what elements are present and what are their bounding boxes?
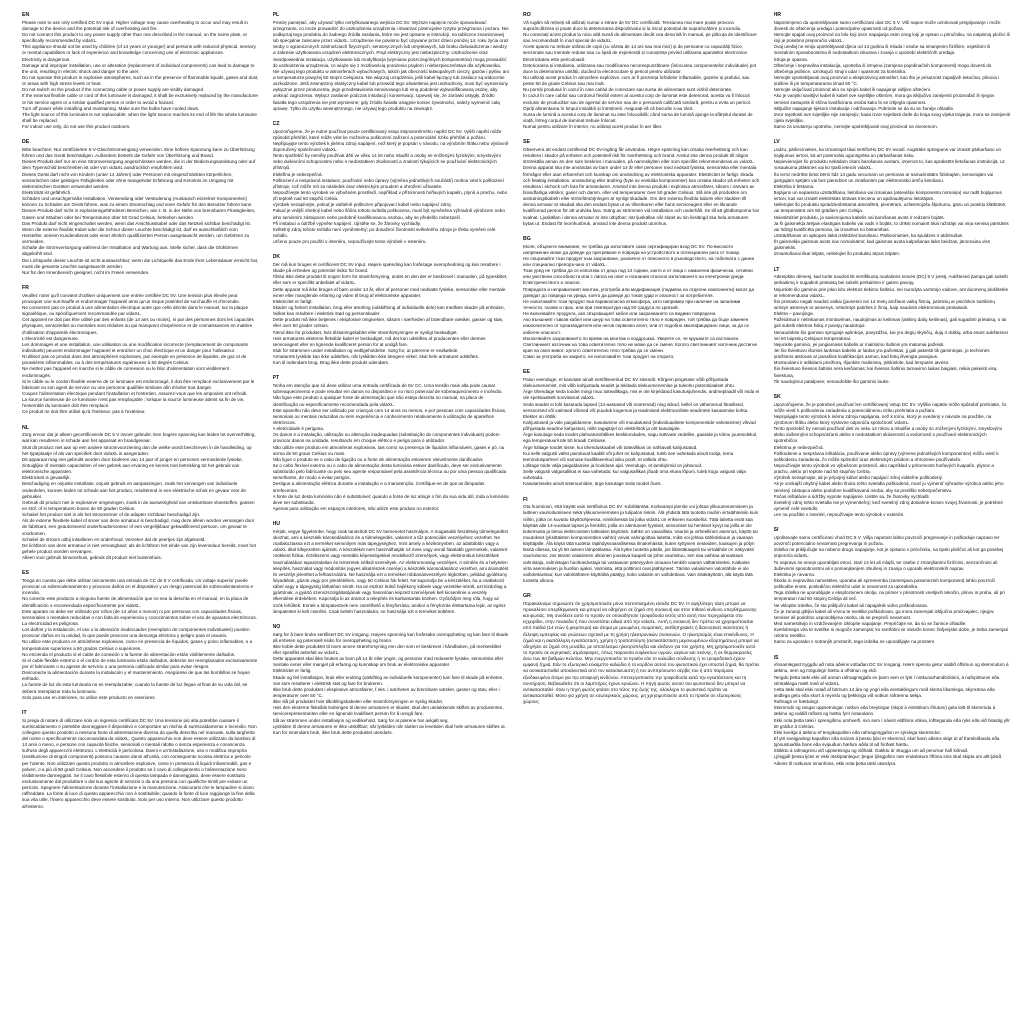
safety-paragraph: De lichtbron van deze armatuur is niet vervangbaar; als de lichtbron het einde van zijn levensduur bereikt, moet het gehele product worden vervangen. [22, 542, 256, 554]
safety-paragraph: Elektrība ir bīstama. [773, 183, 815, 189]
safety-paragraph: Ne vklopite izdelka, če sta priključni kabel ali napajalnik vidno poškodovana. [773, 602, 928, 608]
safety-paragraph: Vinsamlegast tryggðu að nota aðeins vottaðan DC 5V inngang. Hærri spenna getur valdið ofhitnun og skemmdum á tækinu, sem og mögulegri hættu á ofhitnun og eldi. [773, 662, 1009, 674]
safety-paragraph: Dieses Produkt darf nur an eine Stromversorgung angeschlossen werden, die in der Bedienungsanleitung oder auf dem Typenschild beschrieben ist oder von vidaXL ausdrücklich empfohlen wird. [22, 159, 256, 171]
language-section-en [22, 12, 259, 130]
safety-paragraph: Nepievienojiet šo produktu nekādam citam barošanas avotam, izņemot to, kas aprakstīts lietošanas instrukcijā, uz nosaukuma plāksnes vai ko īpaši ieteicis vidaXL. [773, 159, 1005, 171]
safety-paragraph: Nepřipojujte tento výrobek k jinému zdroji napájení, než který je popsán v návodu, na výrobním štítku nebo výslovně doporučený společností vidaXL. [272, 140, 509, 153]
safety-paragraph: Len na použitie v interiéri, nepoužívajte tento výrobok v exteriéri. [773, 512, 905, 518]
safety-paragraph: Schakel de stroom uitbij installeren en onderhoud. Verzeker dat de peertjes zijn afgekoeld. [22, 536, 206, 542]
safety-paragraph: Schäden und unsachgemäße Installation, Verwendung oder Veränderung (Austausch einzelner Komponenten) können zu Schäden am Gerät führen, was zu einem Stromschlag und einer Gefahr für den Benutzer führen kann. [22, 196, 253, 208]
safety-paragraph: Desconecte la alimentación durante la instalación y el mantenimiento. Asegúrese de que las bombillas se hayan enfriado. [22, 670, 251, 682]
safety-paragraph: Nejunkite šio gaminio prie jokio kito elektros tiekimo šaltinio, nei nurodyta vartotojo vadove, ant duomenų plokštelės ar rekomenduota vidaXL. [773, 286, 1008, 298]
safety-paragraph: Ak je vonkajší ohybný kábel alebo šnúra tohto svietidla poškodená, musí ju vymeniť výhradne výrobca alebo jeho servisný zástupca alebo podobne kvalifikovaná osoba, aby sa predišlo nebezpečenstvu. [773, 481, 1004, 493]
safety-paragraph: Výrobek nezapínejte, pokud je viditelně poškozen připojovací kabel nebo napájecí zdroj. [272, 202, 452, 208]
safety-paragraph: Poškození a nesprávná instalace, používání nebo úpravy (výměna jednotlivých součástí) mohou vést k poškození přístroje, což může mít za následek úraz elektrickým proudem a ohrožení uživatele. [272, 177, 504, 189]
safety-paragraph: Šio prietaiso negali naudoti vaikai (jaunesni nei 14 metų amžiaus vaikų fizinių, jutiminių ar psichikos sutrikimų turintys asmenys ar asmenys, neturintys patirties ir žinių, kaip naudotis elektroniniais prietaisais. [773, 298, 995, 311]
safety-paragraph: Sørg for å bare bruke sertifisert DC 5V inngang. Høyere spenning kan forårsake overoppheting og kan føre til skade på enheten og potensiell risiko for overoppheting og brann. [272, 631, 509, 643]
language-section-it [22, 710, 259, 810]
safety-paragraph: La source lumineuse de ce luminaire n'est pas remplaçable ; lorsque la source lumineuse atteint sa fin de vie, l'ensemble du luminaire doit être remplacé. [22, 397, 245, 409]
language-code: RO [523, 12, 531, 18]
safety-paragraph: Ljósgjafi þessa ljóss er ekki útskiptanlegur; þegar ljósgjafinn nær endalokum líftíma síns skal skipta um allt ljósið. [773, 754, 1003, 760]
language-column [774, 12, 1011, 1014]
safety-paragraph: Do not connect this product to any power supply other than one described in the manual, on the name plate, or specifically recommended by vidaXL. [22, 32, 247, 44]
safety-paragraph: Tento spotrebič by nemali používať deti vo veku 14 rokov a mladšie a osoby so zníženými fyzickými, zmyslovými alebo duševnými schopnosťami alebo s nedostatkom skúseností a vedomostí o používaní elektronických spotrebičov. [773, 426, 1002, 444]
safety-paragraph: Tænd ikke for produktet, hvis tilslutningskablet eller strømforsyningen er synligt beskadiget. [272, 329, 458, 335]
safety-paragraph: Uzstādīšanas un apkopes laikā izslēdziet barošanu. Pārliecinieties, ka spuldzes ir atdzisušas. [773, 233, 964, 238]
safety-paragraph: If the external flexible cable or cord of this luminaire is damaged, it shall be exclusively replaced by the manufacturer or his service agent or a similar qualified person in order to avoid a hazard. [22, 93, 259, 105]
safety-paragraph: Das Produkt darf nicht eingeschaltet werden, wenn das Anschlusskabel oder das Netzteil sichtbar beschädigt ist. [22, 220, 252, 226]
safety-paragraph: Kahjustused ja vale paigaldamine, kasutamine või muudatused (individuaalsete komponentide vahetamine) võivad põhjustada seadme kahjustusi, mille tagajärjel on elektrilöök ja oht kasutajale. [523, 420, 756, 432]
safety-paragraph: Dieses Produkt darf nicht in explosionsgefährdeten Bereichen, wie z. B. in der Nähe von brennbaren Flüssigkeiten, Gasen und Stäuben oder bei Temperaturen über 50 Grad Celsius, betrieben werden. [22, 208, 256, 220]
safety-paragraph: Die Lichtquelle dieser Leuchte ist nicht austauschbar; wenn die Lichtquelle das Ende ihrer Lebensdauer erreicht hat, muss die gesamte Leuchte ausgetauscht werden. [22, 257, 259, 269]
safety-paragraph: Palun veenduge, et kasutate ainult sertifitseeritud DC 5V sisendit. Kõrgem pingetase võib põhjustada ülekuumenemist, mis võib kahjustada seadet ja tekitada ülekuumenemise ja tuleohu potentsiaalset ohtu. [523, 377, 735, 389]
safety-paragraph: Моля, обърнете внимание, че трябва да използвате само сертифициран вход DC 5V. По-високото напрежение може да доведе до прегряване и повреда на устройството и потенциален риск от пожар. [523, 243, 741, 255]
safety-paragraph: No utilice este producto en atmósferas explosivas, como en presencia de líquidos, gases y polvo inflamables, o a temperaturas superiores a 50 grados Celsius o superiores. [22, 639, 253, 651]
safety-paragraph: Dieses Gerät darf nicht von Kindern (unter 14 Jahren) oder Personen mit eingeschränkten körperlichen, sensorischen oder geistigen Fähigkeiten oder ohne mangelnder Erfahrung und Kenntnis im Umgang mit elektronischen Geräten verwendet werden. [22, 171, 234, 189]
safety-paragraph: Si prega di notare di utilizzare solo un ingresso certificato DC 5V. Una tensione più alta potrebbe causare il surriscaldamento e potrebbe danneggiare il dispositivo e comportare un rischio di surriscaldamento e incendio. Non collegare questo prodotto a nessuna fonte di alimentazione diversa da quella descritta nel manuale, sulla targhetta del nome o specificamente raccomandata da vidaXL. Questo apparecchio non deve essere utilizzato da bambini di 14 anni o meno, e persone con capacità fisiche, sensoriali o mentali ridotte o senza esperienza e conoscenza sull'uso degli apparecchi elettronici. L'elettricità è pericolosa. Danni e un'installazione, uso o modifica impropria (sostituzione di singoli componenti) possono causare danni all'unità, con conseguente scossa elettrica e pericolo per l'utente. Non utilizzare questo prodotto in atmosfere esplosive, come in presenza di liquidi infiammabili, gas e polveri, o a più di 50 gradi Celsius. Non accendere il prodotto se il cavo di collegamento o l'alimentazione sono visibilmente danneggiati. Se il cavo flessibile esterno di questa lampada è danneggiato, deve essere sostituito esclusivamente dal produttore o dal suo agente di servizio o da una persona con qualifiche simili per evitare un pericolo. Spegnere l'alimentazione durante l'installazione e la manutenzione. Assicurarsi che le lampadine si siano raffreddate. La fonte di luce di questo apparecchio non è sostituibile; quando la fonte di luce raggiunge la fine della sua vita utile, l'intero apparecchio deve essere sostituito. Solo per uso interno. Non utilizzare questo prodotto all'esterno. [22, 717, 257, 809]
language-section-is [774, 655, 1011, 767]
safety-paragraph: Zorg ervoor dat je alleen gecertificeerde DC 5 V invoer gebruikt. Een hogere spanning kan leiden tot oververhitting, wat kan resulteren in schade aan het apparaat en brandgevaar. [22, 432, 256, 444]
safety-paragraph: Coupez l'alimentation électrique pendant l'installation et l'entretien. Assurez-vous que les ampoules ont refroidi. [22, 390, 248, 396]
safety-paragraph: Tega izdelka ne uporabljajte v eksplozivnem okolju, na primer v prisotnosti vnetljivih tekočin, plinov in prahu, ali pri temperaturi nad 50 stopinj Celzija ali več. [773, 590, 1005, 602]
safety-paragraph: Šio šviestuvo šviesos šaltinis nėra keičiamas; kai šviesos šaltinio tarnavimo laikas baigiasi, reikia pakeisti visą šviestuvą. [773, 366, 997, 378]
safety-paragraph: Deteriorarea și instalarea, utilizarea sau modificarea necorespunzătoare (înlocuirea componentelor individuale) pot duce la deteriorarea unității, ducând la electrocutare și pericol pentru utilizator. [523, 62, 757, 74]
safety-paragraph: Výrobok nezapínajte, ak je prípojný kábel alebo napájací zdroj viditeľne poškodený. [773, 475, 944, 481]
safety-paragraph: Ne connectez pas ce produit à une alimentation électrique autre que celle décrite dans le manuel, sur la plaque signalétique, ou spécifiquement recommandée par vidaXL. [22, 305, 248, 317]
language-section-no [273, 624, 510, 736]
safety-paragraph: Do not switch on the product if the connecting cable or power supply are visibly damaged. [22, 87, 205, 93]
safety-paragraph: Kasutamiseks ainult siseruumides, ärge kasutage seda toodet õues. [523, 481, 662, 487]
language-section-hu [273, 521, 510, 615]
safety-paragraph: Ne mettez pas l'appareil en marche si le câble de connexion ou le bloc d'alimentation sont visiblement endommagés. [22, 366, 230, 378]
safety-paragraph: No conecte este producto a ninguna fuente de alimentación que no sea la descrita en el manual, en la placa de identificación o recomendada específicamente por vidaXL. [22, 596, 249, 608]
safety-paragraph: Selle valgusti valgusallikat ei saa vahetada; kui valgusallikas jõuab oma eluea lõpuni, tuleb kogu valgusti välja vahetada. [523, 469, 746, 481]
language-section-ro [523, 12, 760, 130]
safety-paragraph: Tilslut ikke dette produkt til nogen form for strømforsyning, andet en den der er beskrevet i manualen, på typeskiltet, eller som er specifikt anbefalet af vidaXL. [272, 274, 508, 286]
safety-paragraph: Παρακαλούμε σημειώστε ότι χρησιμοποιείτε μόνο πιστοποιημένη είσοδο DC 5V. Η υψηλότερη τάση μπορεί να προκαλέσει υπερθέρμανση και μπορεί να οδηγήσει σε ζημιά στη συσκευή και στον πιθανό κίνδυνο υπερθέρμανσης και φωτιάς. Μη συνδέετε αυτό το προϊόν σε οποιαδήποτε τροφοδοσία εκτός από αυτή που περιγράφεται στο εγχειρίδιο, στην πινακίδα ή που συνιστάται ειδικά από την vidaXL. Αυτή η συσκευή δεν πρέπει να χρησιμοποιείται από παιδιά (14 ετών ή μικρότερα) και άτομα με μειωμένες σωματικές, αισθητηριακές ή διανοητικές ικανότητες ή έλλειψη εμπειρίας και γνώσεων σχετικά με τη χρήση ηλεκτρονικών συσκευών. Ο ηλεκτρισμός είναι επικίνδυνος. Η ζημιά και η ακατάλληλη εγκατάσταση, χρήση ή τροποποίηση (αντικατάσταση μεμονωμένων εξαρτημάτων) μπορεί να οδηγήσει σε ζημιά στη μονάδα, με αποτέλεσμα ηλεκτροπληξία και κίνδυνο για τον χρήστη. Μη χρησιμοποιείτε αυτό το προϊόν σε εκρηκτικές ατμόσφαιρες, όπως παρουσία εύφλεκτων υγρών, αερίων και σκόνης, ή σε θερμοκρασίες άνω των 50 βαθμών Κελσίου. Μην ενεργοποιείτε το προϊόν εάν το καλώδιο σύνδεσης ή το τροφοδοτικό έχουν εμφανή ζημιά. Εάν το εξωτερικό εύκαμπτο καλώδιο ή το κορδόνι αυτού του φωτιστικού έχει υποστεί ζημιά, θα πρέπει να αντικατασταθεί αποκλειστικά από τον κατασκευαστή ή τον αντιπρόσωπο σέρβις του ή από παρόμοια εξειδικευμένο άτομο για την αποφυγή κινδύνου. Απενεργοποιείτε την τροφοδοσία κατά την εγκατάσταση και τη συντήρηση. Βεβαιωθείτε ότι οι λαμπτήρες έχουν κρυώσει. Η πηγή φωτός αυτού του φωτιστικού δεν μπορεί να αντικατασταθεί· όταν η πηγή φωτός φτάσει στο τέλος της ζωής της, ολόκληρο το φωτιστικό πρέπει να αντικατασταθεί. Μόνο για χρήση σε εσωτερικούς χώρους, μη χρησιμοποιείτε αυτό το προϊόν σε εξωτερικούς χώρους. [523, 600, 760, 705]
safety-paragraph: Nu utilizați acest produs în atmosfere explozive, cum ar fi prezența lichidelor inflamabile, gazelor și prafului, sau peste 50 de grade Celsius sau mai mult. [523, 75, 750, 87]
safety-paragraph: Sluit dit product niet aan op een andere stroomvoorziening dan die welke wordt beschreven in de handleiding, op het typeplaatje of als van specifiek door vidaXL is aangeraden. [22, 444, 252, 456]
safety-paragraph: Škoda in nepravilna namestitev, uporaba ali sprememba (zamenjava posameznih komponent) lahko povzroči poškodbe enote, posledično električni udar in nevarnost za uporabnika. [773, 578, 996, 590]
language-section-cz [273, 121, 510, 245]
language-section-fr [22, 285, 259, 416]
language-code: FI [523, 496, 528, 503]
safety-paragraph: Los daños y la instalación, el uso o la alteración inadecuados (reemplazo de componentes individuales) pueden provocar daños en la unidad, lo que puede provocar una descarga eléctrica y peligro para el usuario. [22, 627, 250, 639]
language-code: PL [272, 12, 280, 18]
safety-paragraph: Seda seadet ei tohi kasutada lapsed (14-aastased või nooremad) ning isikud, kellel on vähenenud füüsilised, sensoorsed või vaimsed võimed või puudub kogemus ja teadmised elektrooniliste seadmete kasutamise kohta. [523, 401, 749, 413]
safety-paragraph: This appliance should not be used by children (of 14 years or younger) and persons with reduced physical, sensory or mental capabilities or lack of experience and knowledge concerning use of electronic appliances. [22, 44, 256, 56]
safety-paragraph: Schakel het product niet in als het stroomsnoer of de adapter zichtbaar beschadigd zijn. [22, 512, 201, 518]
safety-paragraph: Samo za uporabo v notranjih prostorih, tega izdelka ne uporabljajte na prostem. [773, 639, 936, 645]
safety-paragraph: Neieslēdziet produktu, ja savienojuma kabelis vai barošanas avots ir redzami bojāts. [773, 214, 945, 220]
safety-paragraph: În cazul în care cablul sau cordonul flexibil extern al acestui corp de iluminat este deteriorat, acesta va fi înlocuit exclusiv de producător sau de agentul de service sau de o persoană calificată similară, pentru a evita un pericol. [523, 93, 752, 105]
language-section-pl [273, 12, 510, 112]
safety-paragraph: For indoor use only, do not use this product outdoors. [22, 124, 131, 130]
safety-paragraph: Dit apparaat mag niet gebruikt worden door kinderen van 14 jaar of jonger en personen verminderde fysieke, zintuiglijke of mentale capaciteiten of een gebrek aan ervaring en kennis met betrekking tot het gebruik van elektronische apparaten. [22, 456, 243, 475]
language-section-fi [523, 497, 760, 585]
safety-paragraph: Apenas para utilização em espaços interiores, não utilize este produto no exterior. [272, 505, 440, 511]
language-code: LT [773, 266, 780, 273]
language-section-nl [22, 425, 259, 562]
language-section-gr [523, 593, 760, 705]
safety-paragraph: Този уред не трябва да се използва от деца под 14 години, както и от лица с намалени физически, сетивни или умствени способности или с липса на опит и познания относно използването на електронни уреди. [523, 268, 753, 280]
safety-paragraph: Svetelný zdroj tohto svietidla nie je vymeniteľný; keď svetelný zdroj dosiahne koniec svojej životnosti, je potrebné vymeniť celé svietidlo. [773, 499, 1003, 511]
safety-paragraph: Ovaj uređaj ne smiju upotrebljavati djeca od 14 godina ili mlada i osobe sa smanjenim fizičkim, osjetilnim ili mentalnim sposobnostima ili nedostatkom iskustva i znanja o upotrebi električnih uređaja. [773, 44, 991, 56]
language-code: HR [773, 12, 781, 18]
safety-paragraph: Ja šī gaismekļa ārējais elastīgais kabelis vai vads ir bojāts, to drīkst nomainīt tikai ražotājs vai viņa servisa pārstāvis vai līdzīgi kvalificēta persona, lai izvairītos no bīstamības. [773, 220, 1009, 232]
safety-paragraph: Opriți alimentarea în timpul instalării și întreținerii. Asigurați-vă că becurile s-au răcit. [523, 105, 694, 111]
safety-paragraph: Sluk for strømmen under installation og vedligeholdelse. Sørg for, at pærerne er nedkølede. [272, 348, 459, 353]
safety-paragraph: Nejunkite gaminio, jei jungiamasis kabelis ar maitinimo šaltinis yra matomai pažeisti. [773, 341, 945, 347]
safety-paragraph: Jei šio šviestuvo išorinis lankstus kabelis ar laidas yra pažeistas, jį gali pakeisti tik gamintojas, jo techninės priežiūros atstovas ar panašios kvalifikacijos asmuo, kad būtų išvengta pavojaus. [773, 348, 990, 360]
language-code: IT [22, 709, 27, 716]
language-section-ee [523, 369, 760, 487]
safety-paragraph: Les dommages et une installation, une utilisation ou une modification incorrecte (remplacement de composants individuels) peuvent endommager l'appareil et entraîner un choc électrique et un danger pour l'utilisateur. [22, 341, 248, 353]
safety-paragraph: Tengdu þetta tæki ekki við annan rafmagnsgjafa en þann sem er lýst í notkunarhandbókinni, á nafnplötunni eða sérstaklega mælt með af vidaXL. [773, 674, 1000, 686]
safety-paragraph: Ako je vanjski savitljivi kabel ili kabel ove svjetiljke oštećen, mora ga isključivo zamijeniti proizvođač ili njegov servisni zastupnik ili slična kvalificirana osoba kako bi se izbjegla opasnost. [773, 93, 995, 105]
language-code: IS [773, 654, 779, 661]
safety-paragraph: Bojājumi un nepareiza uzstādīšana, lietošana vai izmaiņas (atsevišķu komponentu nomaiņa) var radīt bojājumus ierīcei, kas var izraisīt elektriskās strāvas triecienu un apdraudējumu lietotājam. [773, 190, 1002, 202]
safety-paragraph: Si el cable flexible externo o el cordón de esta luminaria están dañados, deberán ser reemplazados exclusivamente por el fabricante o su agente de servicio o una persona calificada similar para evitar riesgos. [22, 657, 258, 669]
safety-paragraph: Pokud je vnější ohebný kabel nebo šňůra tohoto svítidla poškozena, musí být vyměněna výhradně výrobcem nebo jeho servisním zástupcem nebo podobně kvalifikovanou osobou, aby se předešlo nebezpečí. [272, 208, 505, 220]
safety-paragraph: Upozorňujeme, že je nutné používat pouze certifikovaný vstup stejnosměrného napětí DC 5V. Vyšší napětí může způsobit přehřátí, které může vést ke možnému poškození zařízení a potenciální riziko přehřátí a požáru. [272, 128, 502, 140]
safety-paragraph: Damage and improper installation, use or alteration (replacement of individual components) can lead to damage to the unit, resulting in electric shock and danger to the user. [22, 62, 255, 74]
safety-paragraph: Turn off power while installing and maintaining. Make sure the bulbs have cooled down. [22, 105, 200, 111]
safety-paragraph: Não ligue o produto se o cabo de ligação ou a fonte de alimentação estiverem visivelmente danificados. [272, 456, 484, 462]
safety-paragraph: Schalte die Stromversorgung während der Installation und Wartung aus. Stelle sicher, dass die Glühbirnen abgekühlt sind. [22, 245, 239, 257]
language-section-bg [523, 236, 760, 360]
language-code: BG [523, 235, 531, 242]
safety-paragraph: Svetlobnega vira te svetilke ni mogoče zamenjati; ko svetlobni vir doseže konec življenjske dobe, je treba zamenjati celotno svetilko. [773, 627, 1008, 639]
safety-paragraph: Acest aparat nu trebuie utilizat de copii (cu vârsta de 14 ani sau mai mici) și de persoane cu capacități fizice, senzoriale sau mentale reduse sau cu lipsă de experiență și cunoștințe privind utilizarea aparatelor electronice. [523, 44, 749, 56]
safety-paragraph: Nemojte uključivati proizvod ako su spojni kabel ili napajanje vidljivo oštećeni. [773, 87, 932, 93]
safety-paragraph: Oštećenje i nepravilna instalacija, upotreba ili izmjena (zamjena pojedinačnih komponenti) mogu dovesti do oštećenja jedinice, uzrokujući strujni udar i opasnost za korisnika. [773, 62, 992, 74]
safety-paragraph: Kérjük, vegye figyelembe, hogy csak tanúsított DC 5V bemenetet használjon. A magasabb feszültség túlmelegedést okozhat, ami a készülék károsodásához és a túlmelegedés, valamint a tűz potenciális veszélyéhez vezethet. Ne csatlakoztassa ezt a terméket semmilyen más tápegységhez, mint amely a kézikönyvben, az adattáblán vagy a vidaXL által kifejezetten ajánlott. A készüléket nem használhatják 14 éves vagy annál fiatalabb gyermekek, valamint csökkent fizikai, érzékszervi vagy mentális képességekkel rendelkező személyek, vagy elektronikus készülékek használatában tapasztalatlan és ismeretek nélküli személyek. Az elektromosság veszélyes. A sérülés és a helytelen telepítés, használat vagy módosítás (egyes alkatrészek cseréje) a készülék károsodásához vezethet, ami áramütést és veszélyt jelenthet a felhasználóra. Ne használja ezt a terméket robbanásveszélyes légkörben, például gyúlékony folyadékok, gázok vagy por jelenlétében, vagy 50 Celsius fok felett. Ne kapcsolja be a készüléket, ha a csatlakozó kábel vagy a tápegység láthatóan sérült. Ha az eszköz külső hajlékony kábele vagy vezetéke sérült, azt kizárólag a gyártónak, a gyártó szervizszolgáltatójának vagy hasonlóan képzett személynek kell kicserélnie a veszély elkerülése érdekében. Kapcsolja ki az áramot a telepítés és karbantartás közben. Győződjön meg róla, hogy az izzók lehűltek. Ennek a lámpatestnek nem cserélhető a fényforrása; amikor a fényforrás élettartama lejár, az egész lámpatestet ki kell cserélni. Csak beltéri használatra, ne használja ezt a terméket kültéren. [272, 528, 509, 614]
safety-paragraph: Nemojte spajati ovaj proizvod na bilo koji izvor napajanja osim onog koji je opisan u priručniku, na natpisnoj pločici ili koji je posebno preporučio vidaXL. [773, 32, 1010, 44]
safety-paragraph: Светлинният източник на това осветително тяло не може да се сменя. Когато светлинният източник достигне края на своя живот, цялото осветително тяло трябва да се смени. [523, 341, 758, 353]
safety-paragraph: Montuodami ir atlikdami priežiūrą, išjunkite maitinimą. Įsitikinkite, kad lemputės atvėso. [773, 360, 950, 366]
language-section-si [774, 527, 1011, 645]
safety-paragraph: Struja je opasna. [773, 56, 808, 62]
safety-paragraph: Počas inštalácie a údržby vypnite napájanie. Uistite sa, že žiarovky vychladli. [773, 493, 930, 499]
safety-paragraph: Tik naudojimui patalpose; nenaudokite šio gaminio lauke. [773, 378, 890, 384]
safety-paragraph: Os danos e a instalação, utilização ou alteração inadequadas (substituição de componentes individuais) podem provocar danos na unidade, resultando em choque elétrico e perigo para o utilizador. [272, 432, 500, 444]
safety-paragraph: Elektrina je nebezpečná. [773, 444, 824, 450]
safety-paragraph: Nenaudokite šio gaminio sprogioje aplinkoje, pavyzdžiui, kai yra degių skysčių, dujų ir dulkių, arba esant aukštesnei nei 50 laipsnių Celsijaus temperatūrai. [773, 329, 1008, 341]
language-code: FR [22, 284, 29, 291]
safety-paragraph: Observera att endast certifierad DC 5V-ingång får användas. Högre spänning kan orsaka överhettning och kan resultera i skador på enheten och potentiell risk för överhettning och brand. Anslut inte denna produkt till någon strömkälla annan än den som beskrivs i manualen, på namnskylten eller som specifikt rekommenderas av vidaXL. Denna apparat ska inte användas av barn under 14 år eller personer med nedsatt fysiska, sensoriska eller mentala förmågor eller utan erfarenhet och kunskap om användning av elektroniska apparater. Elektricitet är farligt. Skada och felaktig installation, användning eller ändring (byte av enskilda komponenter) kan orsaka skador på enheten och resultera i elchock och fara för användaren. Använd inte denna produkt i explosiva atmosfärer, såsom i närvaro av brandfarliga vätskor, gaser och damm, eller vid temperaturer över 50 grader Celsius. Slå inte på produkten om anslutningskabeln eller strömförsörjningen är synligt skadade. Om den externa flexibla kabeln eller sladden till denna armatur är skadad ska den endast bytas ut av tillverkaren eller hans serviceagent eller en liknande kvalificerad person för att undvika fara. Stäng av strömmen vid installation och underhåll. Se till att glödlamporna har svalnat. Ljuskällan i denna armatur är inte utbytbar; när ljuskällan når slutet av sin livslängd ska hela armaturen bytas ut. Endast för inomhusbruk, använd inte denna produkt utomhus. [523, 147, 760, 226]
safety-paragraph: To napravo ne smejo uporabljati otroci, stari 14 let ali mlajši, ter osebe z zmanjšanimi fizičnimi, senzoričnimi ali duševnimi sposobnostmi ali s pomanjkanjem izkušenj in znanja o uporabi elektronskih naprav. [773, 559, 998, 571]
safety-paragraph: Med namestitvijo in vzdrževanjem izklopite napajanje. Prepričajte se, da so se žarnice ohladile. [773, 620, 967, 626]
language-section-sk [774, 394, 1011, 518]
language-code: ES [22, 570, 29, 577]
safety-paragraph: Armaturets lyskilde kan ikke udskiftes, når lyskilden ikke længere virker, skal hele armaturet udskiftes. [272, 354, 480, 360]
safety-paragraph: Ota huomioon, että käytät vain sertifioitua DC 5V -tuloliitäntää. Korkeampi jännite voi johtaa ylikuumenemiseen ja laitteen vaurioitumiseen sekä ylikuumenemisen ja tulipalon riskiin. Älä yhdistä tätä tuotetta muihin virtalähteisiin kuin niihin, jotka on kuvattu käyttöohjeessa, nimikilvessä tai jotka vidaXL on erikseen suositellut. Tätä laitetta eivät saa käyttää alle 14-vuotiaat lapset ja henkilöt, joilla on alentuneet fyysiset, sensoriset tai henkiset kyvyt tai joilla ei ole kokemusta ja tietoa elektronisten laitteiden käytöstä. Sähkö on vaarallista. Vauriot ja virheellinen asennus, käyttö tai muutokset (yksittäisten komponenttien vaihto) voivat vahingoittaa laitetta, mikä voi johtaa sähköiskuun ja vaaraan käyttäjälle. Älä käytä tätä tuotetta räjähdysvaarallisessa ilmakehässä, kuten syttyvien nesteiden, kaasujen ja pölyn läsnä ollessa, tai yli 50 asteen lämpötilassa. Älä kytke tuotetta päälle, jos liitäntäkaapeli tai virtalähde on näkyvästi vaurioitunut. Jos tämän valaisimen ulkoinen joustava kaapeli tai johto vaurioituu, sen saa vaihtaa ainoastaan valmistaja, valmistajan huoltoedustaja tai vastaavan pätevyyden omaava henkilö vaaran välttämiseksi. Katkaise virta asennuksen ja huollon ajaksi. Varmista, että polttimot ovat jäähtyneet. Tämän valaisimen valonlähde ei ole vaihdettavissa; kun valonlähteen käyttöikä päättyy, koko valaisin on vaihdettava. Vain sisäkäyttöön, älä käytä tätä tuotetta ulkona. [523, 504, 759, 583]
safety-paragraph: Nepoužívejte tento výrobek ve výbušném prostředí, například v přítomnosti hořlavých kapalin, plynů a prachu, nebo při teplotě nad 50 stupňů Celsia. [272, 190, 508, 202]
safety-paragraph: Dette apparatet skal ikke brukes av barn på 14 år eller yngre, og personer med reduserte fysiske, sensoriske eller mentale evner eller mangel på erfaring og kunnskap om bruk av elektroniske apparater. [272, 656, 504, 668]
language-code: LV [773, 139, 780, 146]
language-code: DE [22, 139, 30, 146]
safety-paragraph: Sursa de lumină a acestui corp de iluminat nu este înlocuibilă; când sursa de lumină ajunge la sfârșitul duratei de viață, întreg corpul de iluminat trebuie înlocuit. [523, 111, 753, 123]
safety-paragraph: Не свързвайте този продукт към захранване, различно от описаното в ръководството, на табелката с данни или специално препоръчано от vidaXL. [523, 255, 755, 268]
language-section-lv [774, 139, 1011, 257]
safety-paragraph: Skade og feil installasjon, bruk eller endring (utskifting av individuelle komponenter) kan føre til skade på enheten, noe som resulterer i elektrisk støt og fare for brukeren. [272, 674, 504, 686]
safety-paragraph: Wenn die externe flexible Kabel oder die Schnur dieser Leuchte beschädigt ist, darf es ausschließlich vom Hersteller, seinem Kundendienst oder einer ähnlich qualifizierten Person ausgetauscht werden, um Gefahren zu vermeiden. [22, 226, 250, 245]
safety-paragraph: Não ligue este produto a qualquer fonte de alimentação que não esteja descrita no manual, na placa de identificação ou especificamente recomendada pela vidaXL. [272, 395, 484, 407]
language-section-pt [273, 375, 510, 512]
safety-paragraph: Numai pentru utilizare în interior, nu utilizați acest produs în aer liber. [523, 124, 663, 130]
safety-paragraph: Veuillez noter qu'il convient d'utiliser uniquement une entrée certifiée DC 5V. Une tension plus élevée peut provoquer une surchauffe et endommager l'appareil ainsi qu'un risque potentiel de surchauffe et d'incendie. [22, 292, 241, 304]
language-code: CZ [272, 120, 280, 127]
language-code: SK [773, 393, 781, 400]
safety-paragraph: Nu conectați acest produs la nicio altă sursă de alimentare decât cea descrisă în manual, pe plăcuța de identificare sau recomandată în mod special de vidaXL. [523, 32, 757, 44]
safety-paragraph: Elektrika je nevarna. [773, 571, 816, 577]
language-code: SE [523, 139, 530, 146]
language-column [523, 12, 760, 1014]
safety-paragraph: Rafmagn er hættulegt. [773, 699, 820, 705]
safety-paragraph: Ikke bruk dette produktet i eksplosive atmosfærer, f.eks. i nærheten av brennbare væsker, gasser og støv, eller i temperaturer over 50 °C. [272, 686, 500, 698]
safety-paragraph: La fuente de luz de esta luminaria no es reemplazable; cuando la fuente de luz llegue al final de su vida útil, se deberá reemplazar toda la luminaria. [22, 682, 248, 694]
safety-paragraph: Pažeidimai ir netinkamas montavimas, naudojimas ar keitimas (atskirų dalių keitimas), gali sugadinti prietaisą, o tai gali sukelti elektros šoką ir pavojų naudotojui. [773, 317, 1007, 329]
language-section-de [22, 139, 259, 276]
safety-paragraph: Dette apparat må ikke bruges af børn under 14 år, eller af personer med nedsatte fysiske, sensoriske eller mentale evner eller manglende erfaring og viden til brug af elektroniske apparater. [272, 286, 506, 298]
safety-paragraph: N'utilisez pas ce produit dans des atmosphères explosives, par exemple en présence de liquides, de gaz et de poussières inflammables, ou à des températures supérieures à 50 degrés Celsius. [22, 354, 247, 366]
safety-paragraph: Este aparato no debe ser utilizado por niños (de 14 años o menos) ni por personas con capacidades físicas, sensoriales o mentales reducidas o con falta de experiencia y conocimientos sobre el uso de aparatos electrónicos. [22, 608, 257, 620]
safety-paragraph: Samo za unutarnju upotrebu, nemojte upotrebljavati ovaj proizvod na otvorenom. [773, 124, 938, 130]
safety-paragraph: Elektřina je nebezpečná. [272, 171, 323, 177]
safety-paragraph: Nelietojiet šo produktu sprādzienbīstamā atmosfērā, piemēram, uzliesmojošu šķidrumu, gāzu un putekļu klātbūtnē, vai temperatūrā virs 50 grādiem pēc Celsija. [773, 202, 1007, 214]
safety-paragraph: Izmantošanai tikai telpās, nelietojiet šo produktu ārpus telpām. [773, 251, 901, 257]
safety-paragraph: Ekki kveikja á tækinu ef tengikapallinn eða rafmagnsgjafinn er sýnilega skemmdur. [773, 729, 942, 735]
safety-paragraph: Повредата и неправилният монтаж, употреба или модификация (подмяна на отделни компоненти) могат да доведат до повреда на уреда, което да доведе до токов удар и опасност за потребителя. [523, 286, 755, 298]
safety-paragraph: Ärge kasutage seda toodet plahvatusohtlikes keskkondades, nagu süttivate vedelike, gaaside ja tolmu juuresolekul, ega temperatuuril üle 50 kraadi Celsiuse. [523, 432, 758, 444]
safety-paragraph: La electricidad es peligrosa. [22, 620, 79, 626]
language-code: NL [22, 424, 29, 431]
safety-paragraph: Hvis armaturets eksterne fleksible kabel er beskadiget, må det kun udskiftes af producenten eller dennes serviceagent eller en lignende kvalificeret person for at undgå fare. [272, 335, 486, 347]
safety-paragraph: Se o cabo flexível externo ou o cabo de alimentação desta luminária estiver danificado, deve ser exclusivamente substituído pelo fabricante ou pelo seu agente responsável pela assistência técnica ou por uma pessoa qualificada semelhante, de modo a evitar perigos. [272, 463, 507, 481]
safety-paragraph: Elektrizität ist gefährlich. [22, 190, 72, 196]
safety-paragraph: Světelný zdroj tohoto svítidla není vyměnitelný; po dosažení životnosti světelného zdroje je třeba vyměnit celé svítidlo. [272, 226, 496, 238]
safety-paragraph: Skemmdir og rangar uppsetningar, notkun eða breytingar (skipti á einstökum íhlutum) geta leitt til skemmda á tækinu og valdið raflosti og hættu fyrir notandann. [773, 705, 996, 717]
safety-paragraph: Ако външният гъвкав кабел или шнур на това осветително тяло е повреден, той трябва да бъде заменен изключително от производителя или негов сервизен агент, или от подобно квалифицирано лице, за да се избегне опасност. [523, 317, 750, 335]
language-section-dk [273, 254, 510, 366]
language-section-se [523, 139, 760, 227]
safety-paragraph: Nepripájajte tento výrobok k inému zdroju napájania, než k tomu, ktorý je uvedený v návode na použitie, na výrobnom štítku alebo ktorý výslovne odporúča spoločnosť vidaXL. [773, 413, 992, 426]
safety-paragraph: The light source of this luminaire is not replaceable; when the light source reaches its end of life the whole luminaire shall be replaced. [22, 111, 257, 123]
safety-paragraph: L'électricité est dangereuse. [22, 335, 80, 341]
safety-paragraph: Ärge ühendage seda toodet mingi muu toiteallikaga, mis ei ole kirjeldatud kasutusjuhendis, andmeplaadil või mida ei ole spetsiaalselt soovitanud vidaXL. [523, 389, 760, 401]
safety-paragraph: Vă rugăm să rețineți să utilizați numai o intrare de 5V DC certificată. Tensiunea mai mare poate provoca supraîncălzirea și poate duce la deteriorarea dispozitivului și la riscul potențial de supraîncălzire și incendiu. [523, 19, 742, 31]
safety-paragraph: Atkreipkite dėmesį, kad turite naudoti tik sertifikuotą nuolatinės srovės (DC) 5 V įvestį. Aukštesnė įtampa gali sukelti perkaitimą ir sugadinti prietaisą bei sukelti perkaitimo ir gaisro pavojų. [773, 274, 1008, 286]
safety-paragraph: Nu porniți produsul în cazul în care cablul de conectare sau sursa de alimentare sunt vizibil deteriorate. [523, 87, 733, 93]
language-code: SI [773, 527, 779, 534]
safety-paragraph: Þetta tæki skal ekki notað af börnum 14 ára og yngri eða einstaklingum með skerta líkamlega, skynræna eða andlega getu eða skort á reynslu og þekkingu við notkun rafrænna tækja. [773, 686, 995, 698]
language-code: NO [272, 623, 281, 630]
safety-paragraph: Dette produkt må ikke betjenes i eksplosive omgivelser, såsom i nærheden af brændbare væsker, gasser og støv, eller over 50 grader celsius. [272, 317, 504, 329]
safety-paragraph: Tenga en cuenta que debe utilizar únicamente una entrada de CC de 5 V certificada. Un voltaje superior puede provocar un sobrecalentamiento y provocar daños en el dispositivo y un riesgo potencial de sobrecalentamiento e incendio. [22, 578, 254, 596]
language-column [22, 12, 259, 1014]
safety-paragraph: Poškodenie a nesprávna inštalácia, používanie alebo úpravy (výmena jednotlivých komponentov) môžu viesť k poškodeniu zariadenia, čo môže spôsobiť úraz elektrickým prúdom a ohrozenie používateľa. [773, 450, 999, 462]
safety-paragraph: Solo para uso en interiores, no utilice este producto en exteriores. [22, 694, 156, 700]
language-code: PT [272, 375, 280, 382]
safety-paragraph: Изключвайте захранването по време на монтаж и поддръжка. Уверете се, че крушките са изстинали. [523, 335, 740, 341]
safety-paragraph: Alleen voor gebruik binnenshuis, gebruik dit product niet buitenshuis. [22, 555, 162, 561]
safety-paragraph: Tento spotřebič by neměly používat děti ve věku 14 let nebo mladší a osoby se sníženými fyzickými, smyslovými nebo duševními schopnostmi nebo s nedostatkem zkušeností a znalostí týkajících se používání elektronických přístrojů. [272, 153, 501, 171]
safety-paragraph: Ärge lülitage toodet sisse, kui ühenduskaabel või toiteallikas on nähtavalt kahjustatud. [523, 444, 698, 450]
safety-paragraph: Si le câble ou le cordon flexible externe de ce luminaire est endommagé, il doit être remplacé exclusivement par le fabricant ou son agent de service ou une personne qualifiée similaire afin d'éviter tout danger. [22, 378, 255, 390]
safety-paragraph: Slå av strømmen under installasjon og vedlikehold. Sørg for at pærene har avkjølt seg. [272, 717, 449, 723]
safety-paragraph: Ekki nota þetta tæki í sprengifimu umhverfi, svo sem í návist eldfimra vökva, lofttegunda eða ryks eða við hitastig yfir 50 gráður á Celsíus. [773, 717, 1010, 729]
safety-paragraph: Elektricitet er farligt. [272, 298, 313, 304]
safety-paragraph: Desligue a alimentação elétrica durante a instalação e a manutenção. Certifique-se de que as lâmpadas arrefeceram. [272, 481, 485, 493]
safety-paragraph: Nur für den Innenbereich geeignet, nicht im Freien verwenden. [22, 269, 150, 275]
safety-paragraph: Upozorňujeme, že je potrebné používať len certifikovaný vstup DC 5V. Vyššie napätie môže spôsobiť prehriatie, čo môže viesť k poškodeniu zariadenia a potenciálnemu riziku prehriatia a požiaru. [773, 401, 1007, 413]
safety-paragraph: Upoštevajte samo certificirani vhod DC 5 V. Višja napetost lahko povzroči pregrevanje in poškoduje napravo ter povzroči potencialno nevarnost pregrevanja in požara. [773, 535, 1000, 547]
safety-paragraph: Please note to use only certified DC 5V input. Higher voltage may cause overheating to occur and may result in damage to the device and the potential risk of overheating and fire. [22, 19, 248, 31]
safety-paragraph: A eletricidade é perigosa. [272, 426, 325, 432]
safety-paragraph: Electricity is dangerous. [22, 56, 71, 62]
safety-paragraph: Ef ytri sveigjanlegi kapallinn eða snúran á þessu ljósi er skemmd, skal hann aðeins skipt út af framleiðanda eða þjónustuaðila hans eða svipuðum hæfum aðila til að forðast hættu. [773, 735, 1000, 748]
language-code: HU [272, 521, 280, 528]
language-section-hr [774, 12, 1011, 130]
safety-paragraph: Електричеството е опасно. [523, 280, 581, 286]
language-code: DK [272, 254, 280, 261]
safety-paragraph: Tenha em atenção que só deve utilizar uma entrada certificada de 5V CC. Uma tensão mais alta pode causar sobreaquecimento e pode resultar em danos no dispositivo e no risco potencial de sobreaquecimento e incêndio. [272, 383, 503, 395]
safety-paragraph: Určeno pouze pro použití v interiéru, nepoužívejte tento výrobek v exteriéru. [272, 239, 427, 245]
safety-paragraph: Proszę pamiętać, aby używać tylko certyfikowanego wejścia DC 5V. Wyższe napięcie może spowodować przegrzanie, co może prowadzić do uszkodzenia urządzenia i stwarzać potencjalne ryzyko przegrzania i pożaru. Nie podłączaj tego produktu do żadnego źródła zasilania, które nie jest opisane w instrukcji, na tabliczce znamionowej lub specjalnie zalecane przez vidaXL. Urządzenie nie powinno być używane przez dzieci poniżej 14. roku życia oraz osoby o ograniczonych zdolnościach fizycznych, sensorycznych lub umysłowych, lub braku doświadczenia i wiedzy w zakresie użytkowania urządzeń elektronicznych. Prąd elektryczny jest niebezpieczny. Uszkodzenie oraz nieodpowiednia instalacja, użytkowanie lub modyfikacja (wymiana poszczególnych komponentów) mogą prowadzić do uszkodzenia urządzenia, co wiąże się z możliwością porażenia prądem i niebezpieczeństwa dla użytkownika. Nie używaj tego produktu w atmosferach wybuchowych, takich jak obecność łatwopalnych cieczy, gazów i pyłów, ani w temperaturze powyżej 50 stopni Celsjusza. Nie włączaj urządzenia, jeśli kabel łączący lub zasilacz są widocznie uszkodzone. Jeśli zewnętrzny elastyczny kabel lub przewód tego oświetlenia jest uszkodzony, musi być wymieniony wyłącznie przez producenta, jego przedstawiciela serwisowego lub inną podobnie wykwalifikowaną osobę, aby uniknąć zagrożenia. Wyłącz zasilanie podczas instalacji i konserwacji. Upewnij się, że żarówki ostygły. Źródło światła tego urządzenia nie jest wymienne; gdy źródło światła osiągnie koniec żywotności, należy wymienić całą oprawę. Tylko do użytku wewnętrznego, nie używaj tego produktu na zewnątrz. [272, 19, 509, 111]
safety-paragraph: Slökktu á rafmagninu við uppsetningu og viðhald. Gakktu úr skugga um að perurnar hafi kólnað. [773, 748, 969, 754]
safety-paragraph: Não utilize este produto em atmosferas explosivas, tais como na presença de líquidos inflamáveis, gases e pó, ou acima de 50 graus Celsius ou mais. [272, 444, 505, 456]
safety-paragraph: Šo ierīci nedrīkst lietot bērni līdz 14 gadu vecumam un personas ar samazinātām fiziskajām, sensorajām vai garīgajām spējām vai bez pieredzes un zināšanām par elektronisko ierīču lietošanu. [773, 171, 994, 183]
safety-paragraph: Bitte beachten: Nur zertifizierten 5-V-Gleichstromeingang verwenden. Eine höhere Spannung kann zu Überhitzung führen und das Gerät beschädigen. Außerdem besteht die Gefahr von Überhitzung und Brand. [22, 147, 255, 159]
language-column [273, 12, 510, 1014]
safety-paragraph: Kui selle valgusti välist painduvat kaablit või juhet on kahjustatud, tuleb see vahetada ainult tootja, tema teeninduspartneri või sarnase kvalifitseeritud isiku poolt, et vältida ohtu. [523, 450, 734, 462]
safety-paragraph: Kun for innendørs bruk, ikke bruk dette produktet utendørs. [272, 729, 393, 735]
safety-paragraph: Elektrisitet er farlig. [272, 668, 312, 674]
safety-paragraph: Kun til indendørs brug. Brug ikke dette produkt udendørs. [272, 360, 390, 366]
safety-paragraph: Šī gaismekļa gaismas avots nav nomaināms; kad gaismas avota kalpošanas laiks beidzas, jānomaina viss gaismeklis. [773, 239, 991, 251]
language-section-es [22, 570, 259, 701]
language-section-lt [774, 267, 1011, 385]
safety-paragraph: Само за употреба на закрито, не използвайте този продукт на открито. [523, 354, 675, 360]
safety-paragraph: Do not operate this product in explosive atmospheres, such as in the presence of flammable liquids, gases and dust, or areas with high stress levels or heat. [22, 75, 259, 87]
safety-paragraph: Při instalaci a údržbě vypněte napájení. Ujistěte se, že žárovky vychladly. [272, 220, 422, 226]
safety-paragraph: Ce produit ne doit être utilisé qu'à l'intérieur, pas à l'extérieur. [22, 409, 146, 415]
safety-paragraph: Este aparelho não deve ser utilizado por crianças com 14 anos ou menos, e por pessoas com capacidades físicas, sensoriais ou mentais reduzidas ou sem experiência e conhecimento relativamente à utilização de aparelhos eletrónicos. [272, 407, 507, 426]
safety-paragraph: Hvis den eksterne fleksible ledningen til denne armaturen er skadet, skal den utelukkende skiftes av produsenten, servicerepresentanten eller en lignende kvalifisert person for å unngå fare. [272, 705, 504, 717]
safety-paragraph: Elektriciteit is gevaarlijk. [22, 475, 71, 481]
safety-paragraph: Lyskilden til denne armaturen er ikke utskiftbar; når lyskilden når slutten av levetiden skal hele armaturen skiftes ut. [272, 723, 506, 729]
safety-paragraph: Napominjemo da upotrebljavate samo certificirani ulaz DC 5 V. Viši napon može uzrokovati pregrijavanje i može dovesti do oštećenja uređaja i potencijalne opasnosti od požara. [773, 19, 1001, 31]
safety-paragraph: Aðeins til notkunar innanhúss, ekki nota þetta tæki utandyra. [773, 760, 897, 766]
language-code: EN [22, 12, 30, 18]
safety-paragraph: No encienda el producto si el cable de conexión o la fuente de alimentación están visiblemente dañados. [22, 651, 236, 657]
safety-paragraph: Izdelka ne priključujte na nobeno drugo napajanje, kot je opisano v priročniku, na tipski ploščici ali kot ga posebej priporoča vidaXL. [773, 547, 1004, 559]
safety-paragraph: Lūdzu, pārliecinieties, ka izmantojat tikai sertificētu DC 5V ievadi. Augstāks spriegums var izraisīt pārkaršanu un bojājumus ierīcei, kā arī potenciālu ugunsgrēka un pārkaršanas risku. [773, 147, 1001, 159]
safety-paragraph: Skader og forkert installation, brug eller ændring (udskiftning af individuelle dele) kan medføre skader på enheden, hvilket kan resultere i elektrisk stød og personskader. [272, 305, 505, 317]
safety-paragraph: Electricitatea este periculoasă. [523, 56, 586, 62]
safety-paragraph: Isključite napajanje tijekom instalacije i održavanja. Pobrinite se da su se žarulje ohladile. [773, 105, 955, 111]
safety-paragraph: Gebruik dit product niet in explosieve omgevingen, zoals in de aanwezigheid van ontvlambare vloeistoffen, gassen en stof, of in temperaturen boven de 50 graden Celsius. [22, 499, 255, 511]
safety-paragraph: Nepoužívajte tento výrobok vo výbušnom prostredí, ako napríklad v prítomnosti horľavých kvapalín, plynov a prachu, alebo pri teplote nad 50 stupňov Celzia. [773, 463, 994, 475]
safety-paragraph: Cet appareil ne doit pas être utilisé par des enfants (de 14 ans ou moins), ni par des personnes dont les capacités physiques, sensorielles ou mentales sont réduites ou qui manquent d'expérience et de connaissances en matière d'utilisation d'appareils électroniques. [22, 317, 254, 335]
language-code: EE [523, 369, 530, 376]
safety-paragraph: Elekter on ohtlik. [523, 413, 557, 419]
safety-paragraph: Der må kun bruges et certificeret DC 5V input. Højere spænding kan forårsage overophedning og kan resultere i skade på enheden og potentiel risiko for brand. [272, 262, 501, 274]
safety-paragraph: A fonte de luz desta luminária não é substituível; quando a fonte de luz atingir o fim da sua vida útil, toda a luminária deve ser substituída. [272, 493, 509, 505]
safety-paragraph: Lülitage toide välja paigaldamise ja hoolduse ajal. Veenduge, et lambipirnid on jahtunud. [523, 463, 703, 468]
safety-paragraph: Izvor svjetlosti ove svjetiljke nije zamjenjiv; kada izvor svjetlosti dođe do kraja svog vijeka trajanja, mora se zamijeniti cijela svjetiljka. [773, 111, 1010, 123]
safety-paragraph: Не включвайте продукта, ако свързващият кабел или захранването са видимо повредени. [523, 311, 717, 317]
safety-paragraph: Beschadiging en onjuiste installatie, onjuist gebruik en aanpassingen, zoals het vervangen van individuele onderdelen, kunnen leiden tot schade aan het product, resulterend in een elektrische schok en gevaar voor de gebruiker. [22, 481, 246, 499]
safety-paragraph: Не използвайте този продукт във взривоопасна атмосфера, като например при наличие на запалими течности, газове и прах, или при температура над 50 градуса по Целзий. [523, 298, 741, 311]
safety-paragraph: Nemojte upotrebljavati ovaj proizvod u eksplozivnoj atmosferi, kao što je prisutnost zapaljivih tekućina, plinova i prašine ili pri temperaturama iznad 50 °C. [773, 75, 1000, 87]
safety-paragraph: Elektra – pavojinga. [773, 311, 814, 317]
safety-paragraph: Als de externe flexibele kabel of snoer van deze armatuur is beschadigd, mag deze alleen worden vervangen door de fabrikant, een geautoriseerd onderhoudsmonteur of een vergelijkbaar gekwalificeerd persoon, om gevaar te voorkomen. [22, 518, 255, 536]
language-code: GR [523, 593, 531, 600]
safety-paragraph: Ikke koble dette produktet til noen annen strømforsyning enn den som er beskrevet i håndboken, på merkeskiltet eller spesifikt anbefalt av vidaXL. [272, 643, 502, 656]
safety-paragraph: Če je zunanji gibljivi kabel ali vrvica te svetilke poškodovan, ga mora zamenjati izključno proizvajalec, njegov serviser ali podobno usposobljena oseba, da se prepreči nevarnost. [773, 608, 994, 620]
safety-paragraph: Ikke slå på produktet hvis tilkoblingskabelen eller strømforsyningen er synlig skadet. [272, 699, 444, 705]
